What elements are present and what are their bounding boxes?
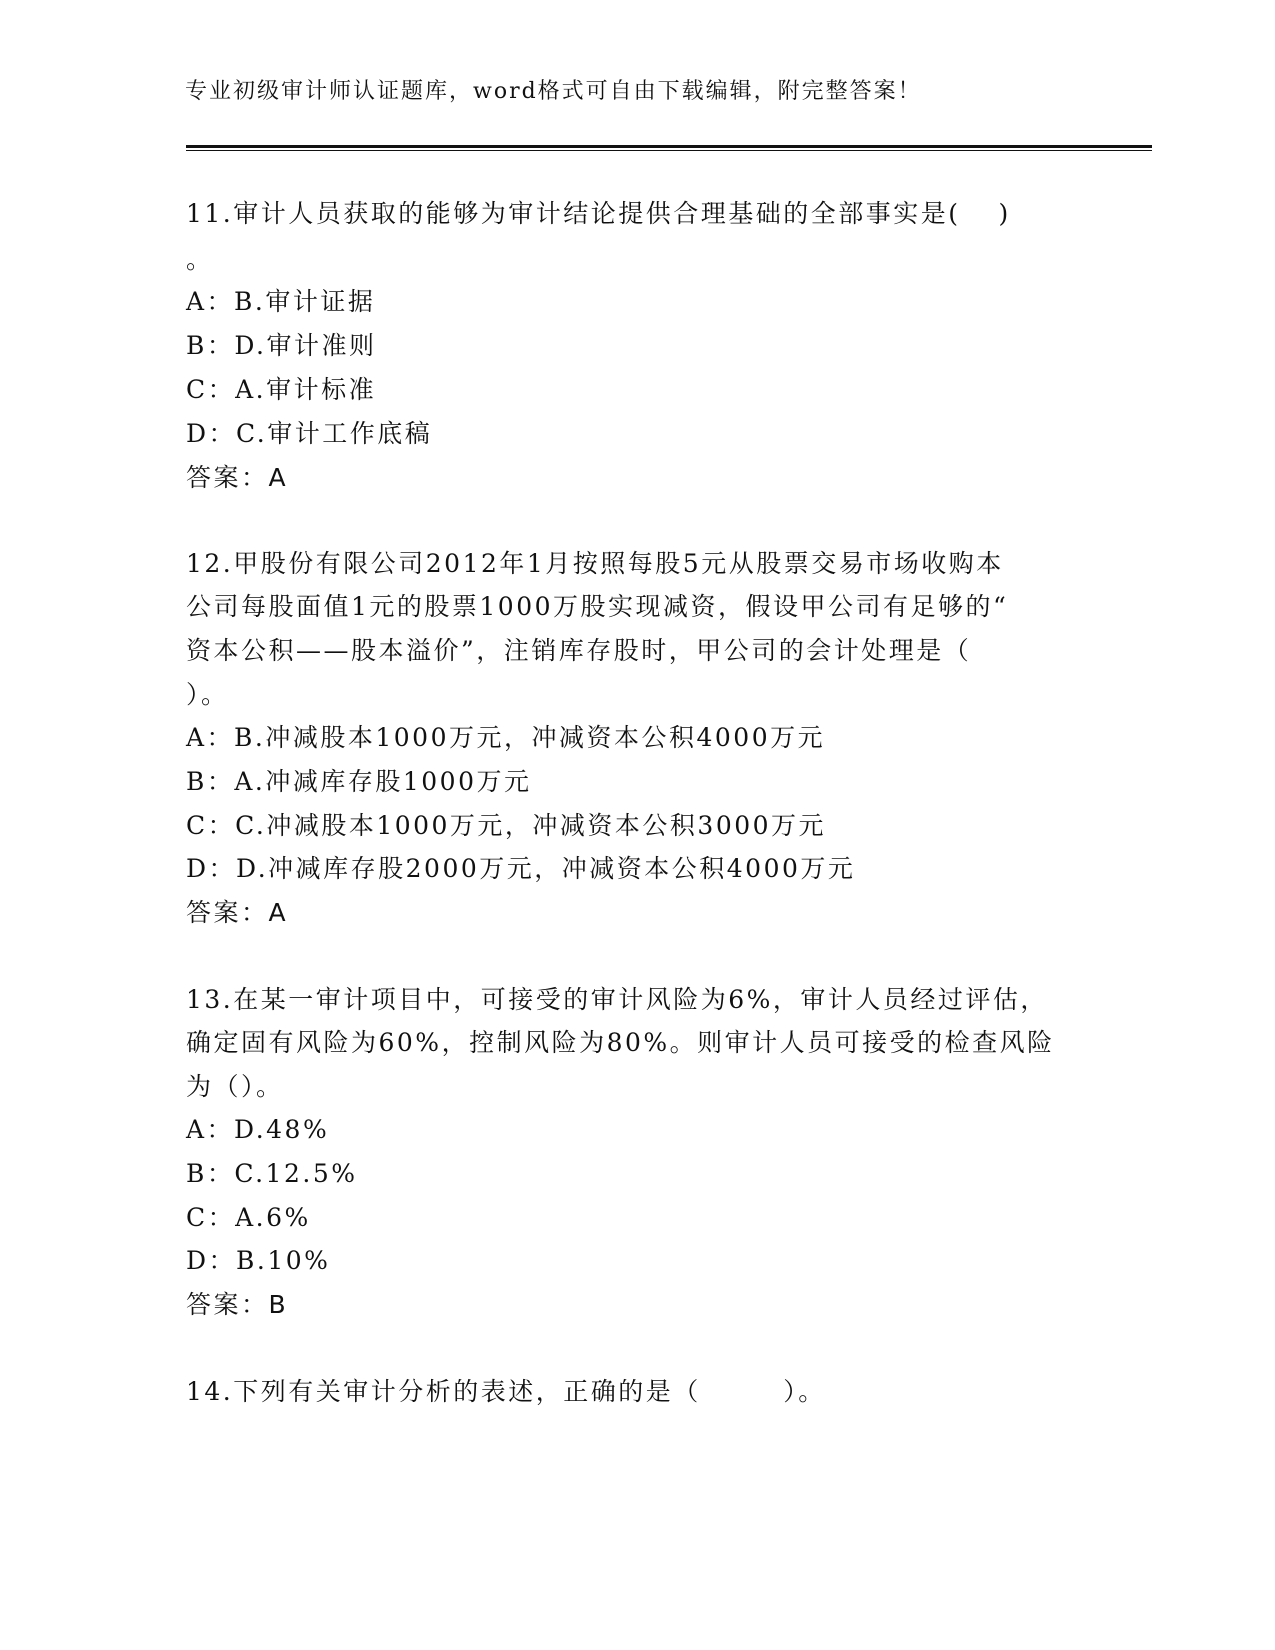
question-stem: 12.甲股份有限公司2012年1月按照每股5元从股票交易市场收购本 [186, 549, 1004, 578]
option-b: B：C.12.5% [186, 1159, 358, 1188]
question-stem: 14.下列有关审计分析的表述，正确的是（ ）。 [186, 1377, 826, 1406]
question-stem: 13.在某一审计项目中，可接受的审计风险为6%，审计人员经过评估， [186, 985, 1048, 1014]
option-c: C：A.审计标准 [186, 375, 377, 404]
question-stem: 为（）。 [186, 1072, 284, 1101]
header-rule-thick [186, 145, 1152, 148]
header-rule-thin [186, 150, 1152, 151]
answer: 答案：A [186, 898, 289, 927]
option-b: B：A.冲减库存股1000万元 [186, 767, 532, 796]
question-stem: 资本公积——股本溢价”，注销库存股时，甲公司的会计处理是（ [186, 636, 972, 665]
question-stem: 公司每股面值1元的股票1000万股实现减资，假设甲公司有足够的“ [186, 592, 1009, 621]
option-a: A：B.冲减股本1000万元，冲减资本公积4000万元 [186, 723, 826, 752]
option-a: A：B.审计证据 [186, 287, 376, 316]
answer: 答案：A [186, 463, 289, 492]
option-d: D：D.冲减库存股2000万元，冲减资本公积4000万元 [186, 854, 856, 883]
answer: 答案：B [186, 1290, 289, 1319]
question-stem: 。 [186, 245, 214, 274]
option-a: A：D.48% [186, 1115, 330, 1144]
header-text: 专业初级审计师认证题库，word格式可自由下载编辑，附完整答案！ [185, 79, 922, 104]
question-stem: 确定固有风险为60%，控制风险为80%。则审计人员可接受的检查风险 [186, 1028, 1055, 1057]
option-d: D：C.审计工作底稿 [186, 419, 433, 448]
option-c: C：C.冲减股本1000万元，冲减资本公积3000万元 [186, 811, 827, 840]
option-b: B：D.审计准则 [186, 331, 377, 360]
option-d: D：B.10% [186, 1246, 331, 1275]
question-stem: 11.审计人员获取的能够为审计结论提供合理基础的全部事实是( ) [186, 199, 1011, 228]
question-stem: ）。 [186, 680, 229, 709]
option-c: C：A.6% [186, 1203, 311, 1232]
